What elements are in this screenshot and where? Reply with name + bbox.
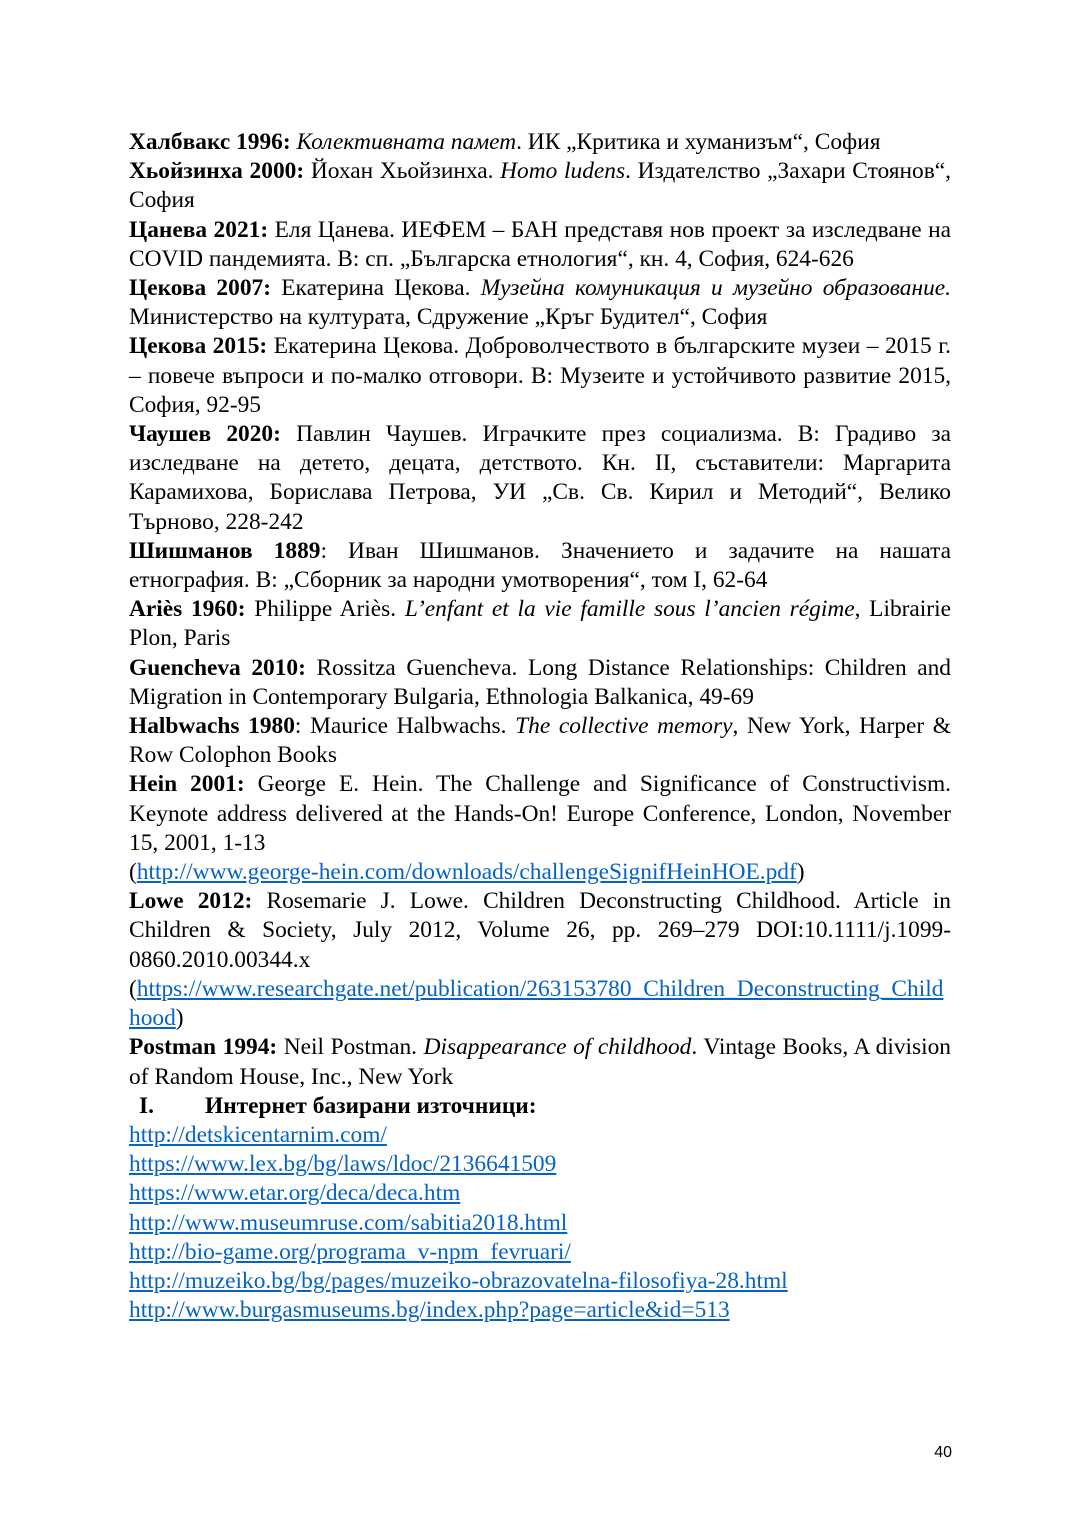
bibliography xyxy=(129,128,951,1325)
reference-author: Цекова 2015: xyxy=(129,333,268,360)
reference-title: Disappearance of childhood xyxy=(423,1034,692,1061)
reference-url-link[interactable]: https://www.researchgate.net/publication/263153780_Children_Deconstructing_Childhood xyxy=(129,975,944,1032)
reference-url-line: (http://www.george-hein.com/downloads/challengeSignifHeinHOE.pdf) xyxy=(129,859,805,886)
reference-author: Шишманов 1889 xyxy=(129,537,321,564)
web-link-item xyxy=(129,1121,951,1150)
reference-entry: Цекова 2007: Екатерина Цекова. Музейна комуникация и музейно образование. Министерство на културата, Сдружение „Кръг Будител“, София xyxy=(129,275,952,331)
web-link-item xyxy=(129,1209,951,1238)
reference-entry: Шишманов 1889: Иван Шишманов. Значението и задачите на нашата етнография. В: „Сборник за народни умотворения“, том I, 62-64 xyxy=(129,537,951,594)
reference-title: Музейна комуникация и музейно образование. xyxy=(480,275,952,302)
web-link-item xyxy=(129,1179,951,1208)
web-link[interactable]: http://detskicentarnim.com/ xyxy=(129,1121,387,1148)
web-link-item xyxy=(129,1296,951,1325)
web-link[interactable]: https://www.lex.bg/bg/laws/ldoc/2136641509 xyxy=(129,1151,557,1178)
web-link-item xyxy=(129,1150,951,1179)
reference-author: Halbwachs 1980 xyxy=(129,713,295,740)
reference-url-line: (https://www.researchgate.net/publication/263153780_Children_Deconstructing_Childhood) xyxy=(129,975,944,1032)
reference-author: Lowe 2012: xyxy=(129,888,253,915)
web-link[interactable]: http://www.burgasmuseums.bg/index.php?page=article&id=513 xyxy=(129,1297,730,1324)
web-link-item xyxy=(129,1267,951,1296)
web-link[interactable]: http://muzeiko.bg/bg/pages/muzeiko-obrazovatelna-filosofiya-28.html xyxy=(129,1267,788,1294)
reference-entry: Чаушев 2020: Павлин Чаушев. Играчките през социализма. В: Градиво за изследване на детето, децата, детството. Кн. II, съставители: Маргарита Карамихова, Борислава Петрова, УИ „Св. Св. Кирил и Методий“, Велико Търново, 228-242 xyxy=(129,421,951,535)
reference-title: Homo ludens xyxy=(500,158,626,185)
reference-entry: Цекова 2015: Екатерина Цекова. Доброволчеството в българските музеи – 2015 г. – повече въпроси и по-малко отговори. В: Музеите и устойчивото развитие 2015, София, 92-95 xyxy=(129,333,952,418)
web-link[interactable]: http://bio-game.org/programa_v-npm_fevruari/ xyxy=(129,1238,571,1265)
reference-author: Guencheva 2010: xyxy=(129,654,306,681)
reference-entry: Хьойзинха 2000: Йохан Хьойзинха. Homo ludens. Издателство „Захари Стоянов“, София xyxy=(129,158,952,214)
reference-entry: Lowe 2012: Rosemarie J. Lowe. Children Deconstructing Childhood. Article in Children & Society, July 2012, Volume 26, pp. 269–279 DOI:10.1111/j.1099-0860.2010.00344.x xyxy=(129,888,951,973)
web-link-item xyxy=(129,1238,951,1267)
section-heading xyxy=(129,1092,951,1121)
web-link[interactable]: https://www.etar.org/deca/deca.htm xyxy=(129,1180,461,1207)
reference-entry: Postman 1994: Neil Postman. Disappearance of childhood. Vintage Books, A division of Random House, Inc., New York xyxy=(129,1034,952,1090)
reference-author: Чаушев 2020: xyxy=(129,421,281,448)
section-title: Интернет базирани източници: xyxy=(205,1092,537,1119)
web-link-list xyxy=(129,1121,951,1325)
reference-list xyxy=(129,128,951,1092)
page-number: 40 xyxy=(934,1444,952,1461)
section-number: I. xyxy=(139,1092,154,1119)
reference-entry: Halbwachs 1980: Maurice Halbwachs. The collective memory, New York, Harper & Row Colophon Books xyxy=(129,713,951,769)
reference-author: Ariès 1960: xyxy=(129,596,246,623)
reference-author: Хьойзинха 2000: xyxy=(129,158,305,185)
reference-entry: Цанева 2021: Еля Цанева. ИЕФЕМ – БАН представя нов проект за изследване на COVID пандемията. В: сп. „Българска етнология“, кн. 4, София, 624-626 xyxy=(129,216,952,272)
reference-title: The collective memory xyxy=(515,713,733,740)
reference-title: L’enfant et la vie famille sous l’ancien régime xyxy=(404,596,855,623)
reference-entry: Hein 2001: George E. Hein. The Challenge and Significance of Constructivism. Keynote address delivered at the Hands-On! Europe Conference, London, November 15, 2001, 1-13 xyxy=(129,771,951,856)
reference-url-link[interactable]: http://www.george-hein.com/downloads/challengeSignifHeinHOE.pdf xyxy=(136,859,797,886)
reference-entry: Ariès 1960: Philippe Ariès. L’enfant et la vie famille sous l’ancien régime, Librairie Plon, Paris xyxy=(129,596,951,652)
web-link[interactable]: http://www.museumruse.com/sabitia2018.html xyxy=(129,1209,568,1236)
reference-entry: Guencheva 2010: Rossitza Guencheva. Long Distance Relationships: Children and Migration in Contemporary Bulgaria, Ethnologia Balkanica, 49-69 xyxy=(129,654,951,710)
reference-author: Цекова 2007: xyxy=(129,275,272,302)
reference-author: Hein 2001: xyxy=(129,771,245,798)
reference-author: Халбвакс 1996: xyxy=(129,129,291,155)
reference-author: Цанева 2021: xyxy=(129,216,269,243)
reference-author: Postman 1994: xyxy=(129,1034,278,1061)
reference-title: Колективната памет xyxy=(296,129,517,155)
reference-entry: Халбвакс 1996: Колективната памет. ИК „Критика и хуманизъм“, София xyxy=(129,129,881,155)
